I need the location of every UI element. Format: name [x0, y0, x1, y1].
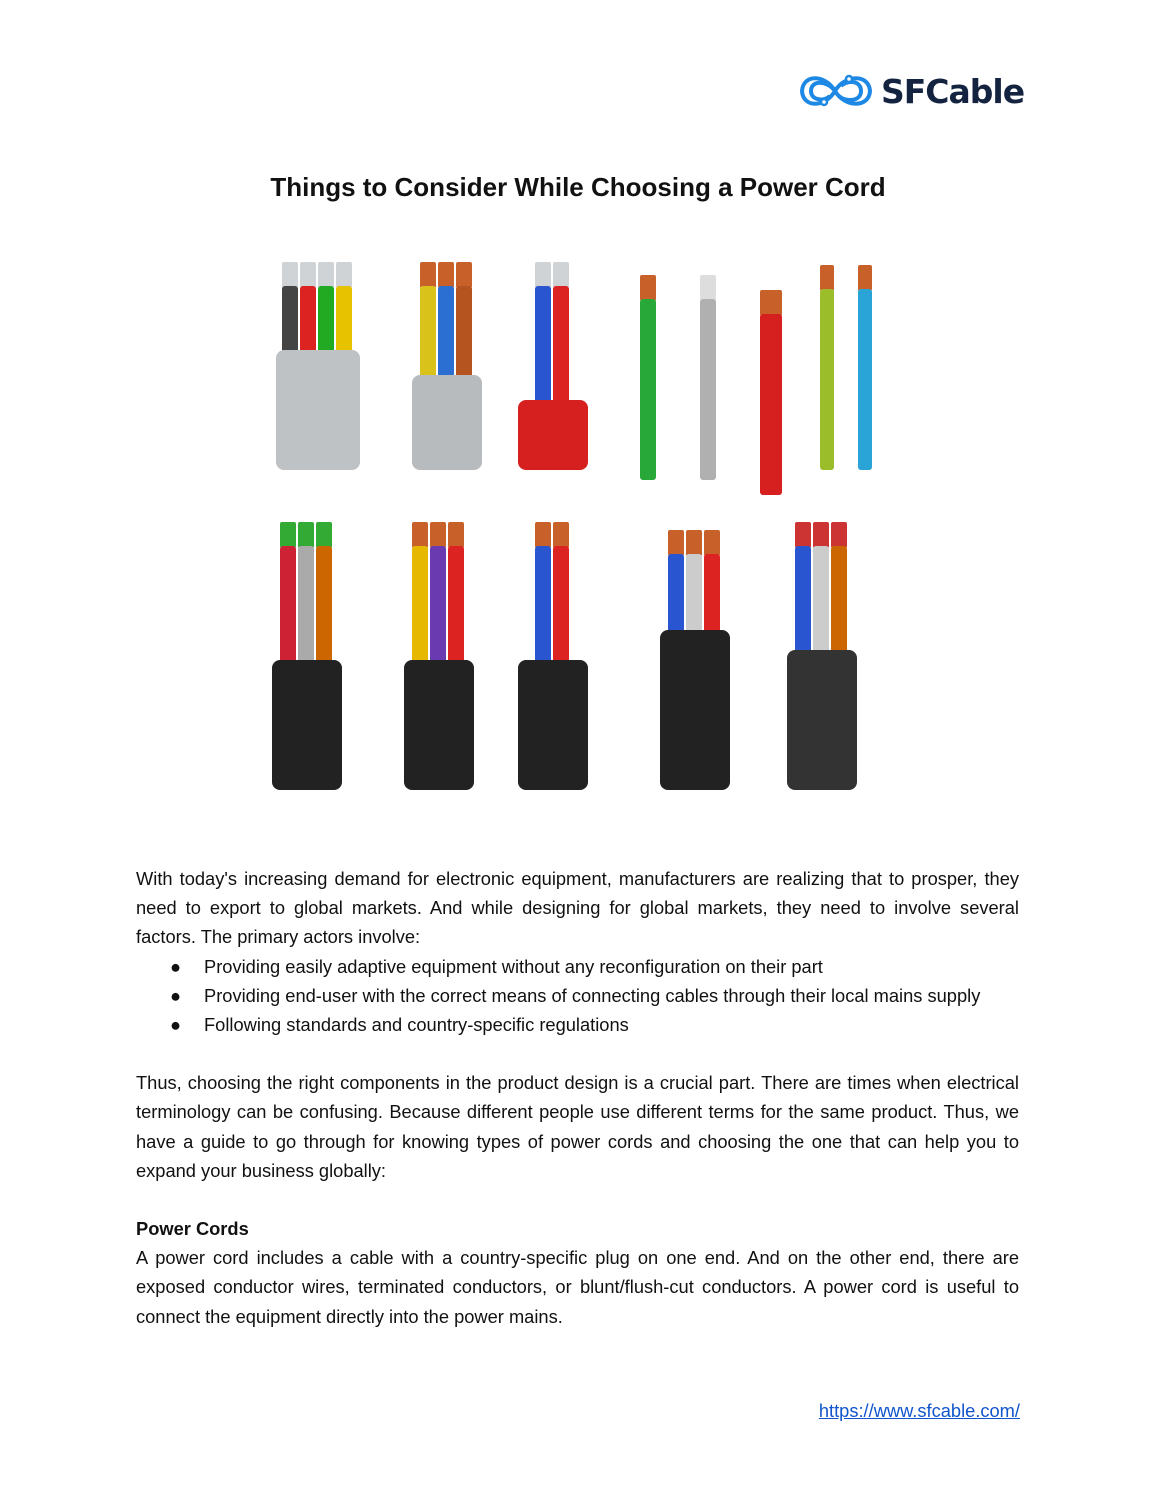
- list-item-text: Providing easily adaptive equipment without any reconfiguration on their part: [204, 955, 823, 977]
- cable-part: [831, 522, 847, 548]
- cable-part: [300, 262, 316, 288]
- cable-part: [686, 554, 702, 640]
- cable-part: [640, 275, 656, 301]
- cable-part: [456, 262, 472, 288]
- cable-part: [660, 630, 730, 790]
- cable-part: [704, 530, 720, 556]
- cable-part: [298, 546, 314, 670]
- cables-illustration: [260, 250, 900, 800]
- bullet-icon: ●: [170, 1014, 182, 1036]
- cable-part: [858, 289, 872, 470]
- cable-part: [298, 522, 314, 548]
- cable-part: [404, 660, 474, 790]
- cable-part: [668, 530, 684, 556]
- cable-part: [535, 546, 551, 670]
- cable-part: [700, 299, 716, 480]
- cable-part: [448, 546, 464, 670]
- cable-part: [795, 546, 811, 660]
- cable-part: [412, 546, 428, 670]
- cable-part: [456, 286, 472, 385]
- section-paragraph: A power cord includes a cable with a country-specific plug on one end. And on the other end, there are exposed conductor wires, terminated conductors, or blunt/flush-cut conductors. A power cord is useful to connect the equipment directly into the power mains.: [136, 1247, 1019, 1327]
- cable-part: [535, 286, 551, 410]
- cable-part: [831, 546, 847, 660]
- cable-part: [412, 375, 482, 470]
- paragraph-2: Thus, choosing the right components in the product design is a crucial part. There are times when electrical terminology can be confusing. Because different people use different terms for the same product. Thus, we have a guide to go through for knowing types of power cords and choosing the one that can help you to expand your business globally:: [136, 1072, 1019, 1181]
- cable-part: [820, 265, 834, 291]
- bullet-icon: ●: [170, 955, 182, 977]
- cable-part: [300, 286, 316, 360]
- document-body: [136, 864, 1019, 1331]
- website-link[interactable]: https://www.sfcable.com/: [818, 1400, 1020, 1421]
- cable-part: [282, 286, 298, 360]
- list-item: [136, 981, 1019, 1010]
- cable-part: [518, 660, 588, 790]
- section-heading: Power Cords: [136, 1218, 249, 1240]
- bullet-icon: ●: [170, 984, 182, 1006]
- logo-text: SFCable: [881, 71, 1025, 111]
- cable-part: [276, 350, 360, 470]
- cable-part: [438, 286, 454, 385]
- page-title: Things to Consider While Choosing a Power Cord: [270, 172, 886, 202]
- cable-part: [535, 522, 551, 548]
- cable-part: [760, 290, 782, 316]
- cable-part: [448, 522, 464, 548]
- cable-part: [553, 546, 569, 670]
- cable-part: [430, 546, 446, 670]
- cable-part: [412, 522, 428, 548]
- list-item-text: Providing end-user with the correct means of connecting cables through their local mains supply: [204, 984, 981, 1006]
- cable-part: [518, 400, 588, 470]
- cable-part: [420, 286, 436, 385]
- cable-part: [272, 660, 342, 790]
- cable-part: [280, 546, 296, 670]
- cable-part: [336, 286, 352, 360]
- infinity-logo-icon: [797, 68, 875, 114]
- cable-part: [438, 262, 454, 288]
- list-item: [136, 1010, 1019, 1039]
- cable-part: [318, 262, 334, 288]
- factors-list: [136, 952, 1019, 1040]
- cable-part: [668, 554, 684, 640]
- cable-part: [553, 286, 569, 410]
- cable-part: [282, 262, 298, 288]
- cable-part: [813, 546, 829, 660]
- cable-part: [640, 299, 656, 480]
- cable-part: [700, 275, 716, 301]
- cable-part: [553, 522, 569, 548]
- cable-part: [553, 262, 569, 288]
- cable-part: [430, 522, 446, 548]
- cable-part: [316, 546, 332, 670]
- cable-part: [316, 522, 332, 548]
- cable-part: [795, 522, 811, 548]
- cable-part: [280, 522, 296, 548]
- cable-part: [760, 314, 782, 495]
- cable-part: [686, 530, 702, 556]
- cable-part: [813, 522, 829, 548]
- cable-part: [420, 262, 436, 288]
- cable-part: [787, 650, 857, 790]
- cable-part: [336, 262, 352, 288]
- cable-part: [318, 286, 334, 360]
- cable-part: [704, 554, 720, 640]
- cable-part: [858, 265, 872, 291]
- cable-part: [820, 289, 834, 470]
- list-item-text: Following standards and country-specific regulations: [204, 1014, 629, 1036]
- intro-paragraph: With today's increasing demand for electronic equipment, manufacturers are realizing that to prosper, they need to export to global markets. And while designing for global markets, they need to involve several factors. The primary actors involve:: [136, 868, 1019, 948]
- cable-part: [535, 262, 551, 288]
- sfcable-logo: [797, 68, 1024, 114]
- list-item: [136, 952, 1019, 981]
